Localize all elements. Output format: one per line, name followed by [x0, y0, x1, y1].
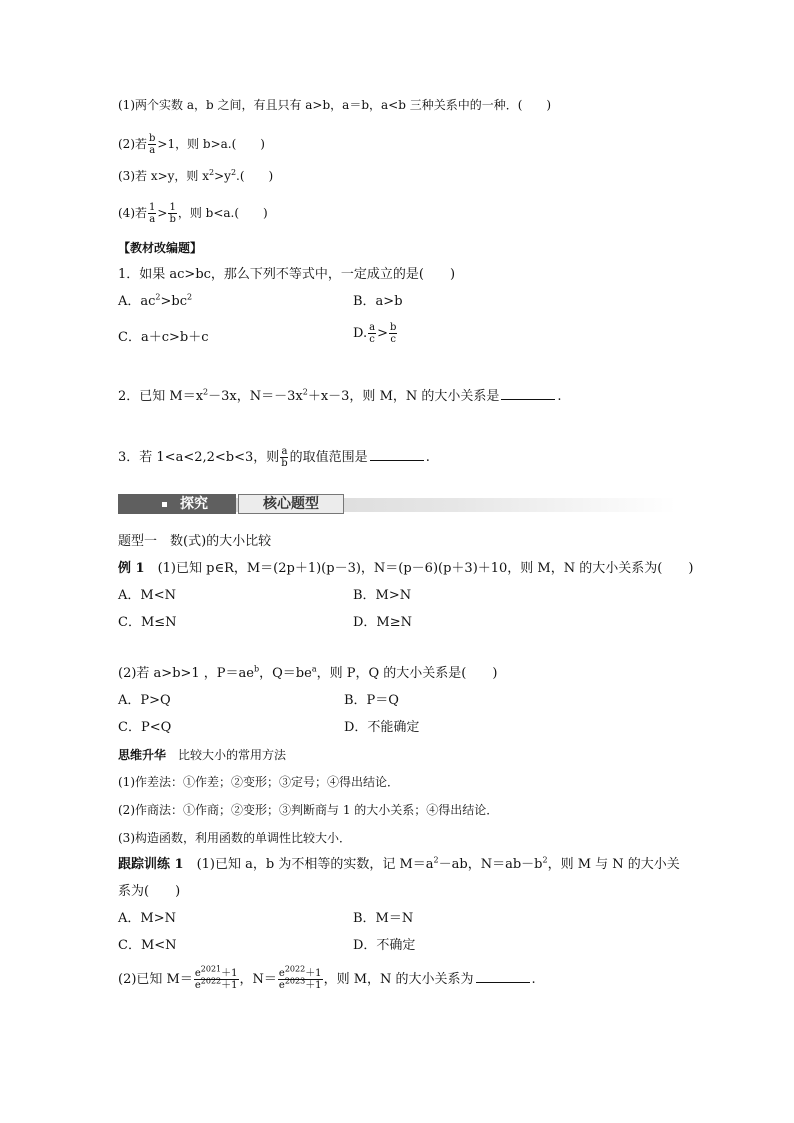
problem-3-prefix: 3．若 1<a<2,2<b<3，则 [118, 450, 280, 465]
exponent: 2 [155, 292, 161, 302]
judge-item-4-prefix: (4)若 [118, 206, 147, 220]
fraction-b-over-a [148, 133, 156, 156]
square-bullet-icon [162, 502, 167, 507]
example-1-stem [118, 560, 693, 578]
section-banner [118, 492, 676, 518]
problem-2-prefix: 2．已知 M＝x [118, 389, 204, 404]
answer-blank [370, 449, 424, 461]
example-label: 例 1 [118, 561, 145, 576]
fraction-a-over-c [368, 322, 376, 345]
judge-item-2 [118, 133, 265, 156]
fraction-numerator: 1 [169, 202, 176, 213]
judge-item-4-mid: > [157, 206, 168, 220]
example-1-option-a: A．M<N [118, 588, 176, 603]
fraction-numerator: 1 [149, 202, 156, 213]
fraction-numerator: a [281, 446, 288, 457]
banner-right-block: 核心题型 [238, 494, 344, 514]
part-2-suffix: ，则 P，Q 的大小关系是( ) [316, 666, 498, 681]
textbook-problem-3 [118, 446, 430, 469]
exponent: b [254, 664, 260, 674]
fraction-numerator: a [369, 322, 376, 333]
follow-up-suffix: ，则 M 与 N 的大小关 [547, 857, 680, 872]
exponent: 2 [542, 855, 548, 865]
answer-blank [476, 971, 530, 983]
textbook-problem-1-option-a [118, 293, 192, 311]
judge-item-3-mid: >y [214, 169, 231, 183]
example-1-part-2-option-b: B．P＝Q [344, 693, 399, 708]
exponent: a [311, 664, 317, 674]
exponent: 2 [302, 387, 308, 397]
exponent: 2022 [200, 976, 222, 986]
example-1-part-2-option-a: A．P>Q [118, 693, 171, 708]
answer-blank [501, 388, 555, 400]
part-2-prefix: (2)若 a>b>1 ，P＝ae [118, 666, 254, 681]
follow-up-label: 跟踪训练 1 [118, 857, 184, 872]
fraction-denominator: a [149, 145, 156, 156]
judge-item-2-prefix: (2)若 [118, 137, 147, 151]
problem-3-end: . [425, 450, 430, 465]
follow-up-option-b: B．M＝N [353, 911, 414, 926]
exponent: 2021 [200, 964, 222, 974]
base: e [194, 980, 201, 991]
follow-up-stem-line-1 [118, 856, 680, 874]
follow-part-2-suffix: ，则 M，N 的大小关系为 [323, 972, 474, 987]
type-1-title: 题型一 数(式)的大小比较 [118, 534, 272, 549]
problem-2-end: . [557, 389, 562, 404]
textbook-problem-1-option-b: B．a>b [353, 294, 403, 309]
method-subtitle: 比较大小的常用方法 [178, 748, 287, 762]
tail: ＋1 [305, 980, 322, 991]
base: e [194, 968, 201, 979]
problem-2-mid: －3x，N＝－3x [208, 389, 303, 404]
fraction-denominator: c [390, 334, 396, 345]
follow-up-part-2 [118, 964, 536, 991]
fraction-b-over-c [389, 322, 397, 345]
fraction-denominator: a [149, 214, 156, 225]
judge-item-1: (1)两个实数 a，b 之间，有且只有 a>b，a＝b，a<b 三种关系中的一种．( ) [118, 98, 552, 112]
exponent: 2 [203, 387, 209, 397]
base: e [278, 980, 285, 991]
follow-up-mid: －ab，N＝ab－b [438, 857, 543, 872]
exponent: 2 [230, 168, 237, 177]
example-1-option-c: C．M≤N [118, 615, 177, 630]
method-item-1: (1)作差法：①作差；②变形；③定号；④得出结论． [118, 775, 400, 789]
follow-up-option-d: D．不确定 [353, 938, 416, 953]
follow-part-2-end: . [531, 972, 536, 987]
judge-item-3-suffix: .( ) [236, 169, 274, 183]
fraction-M [194, 964, 239, 991]
fraction-denominator: b [169, 214, 176, 225]
judge-item-4-suffix: ，则 b<a.( ) [177, 206, 268, 220]
follow-part-2-prefix: (2)已知 M＝ [118, 972, 193, 987]
example-1-part-2-stem [118, 665, 497, 683]
example-1-text: (1)已知 p∈R，M＝(2p＋1)(p－3)，N＝(p－6)(p＋3)＋10，则 M，N 的大小关系为( ) [144, 561, 694, 576]
textbook-problem-1-stem: 1．如果 ac>bc，那么下列不等式中，一定成立的是( ) [118, 267, 456, 282]
example-1-part-2-option-d: D．不能确定 [344, 720, 420, 735]
fraction-denominator [278, 976, 323, 991]
fraction-1-over-b [168, 202, 176, 225]
fraction-1-over-a [148, 202, 156, 225]
exponent: 2 [187, 292, 193, 302]
banner-left-label: 探究 [180, 496, 208, 512]
tail: ＋1 [221, 980, 238, 991]
exponent: 2023 [284, 976, 306, 986]
fraction-denominator: b [281, 458, 288, 469]
fraction-N [278, 964, 323, 991]
follow-up-prefix: (1)已知 a，b 为不相等的实数，记 M＝a [183, 857, 434, 872]
judge-item-4 [118, 202, 268, 225]
fraction-denominator: c [369, 334, 375, 345]
judge-item-3-prefix: (3)若 x>y，则 x [118, 169, 209, 183]
problem-2-suffix: ＋x－3，则 M，N 的大小关系是 [307, 389, 500, 404]
method-item-3: (3)构造函数，利用函数的单调性比较大小． [118, 831, 351, 845]
option-a-mid: >bc [160, 294, 188, 309]
textbook-problem-1-option-d [353, 322, 398, 345]
textbook-heading: 【教材改编题】 [118, 241, 203, 255]
example-1-option-b: B．M>N [353, 588, 412, 603]
example-1-part-2-option-c: C．P<Q [118, 720, 172, 735]
part-2-mid: ，Q＝be [259, 666, 312, 681]
fraction-a-over-b [280, 446, 288, 469]
method-heading [118, 746, 286, 764]
fraction-numerator: b [389, 322, 397, 333]
fraction-denominator [194, 976, 239, 991]
follow-up-option-c: C．M<N [118, 938, 177, 953]
tail: ＋1 [305, 968, 322, 979]
method-item-2: (2)作商法：①作商；②变形；③判断商与 1 的大小关系；④得出结论． [118, 803, 499, 817]
option-d-prefix: D. [353, 326, 368, 341]
follow-part-2-mid: ，N＝ [239, 972, 277, 987]
base: e [278, 968, 285, 979]
follow-up-stem-line-2: 系为( ) [118, 884, 181, 899]
problem-3-suffix: 的取值范围是 [289, 450, 368, 465]
textbook-problem-1-option-c: C．a＋c>b＋c [118, 330, 209, 345]
option-a-prefix: A．ac [118, 294, 156, 309]
exponent: 2 [433, 855, 439, 865]
tail: ＋1 [221, 968, 238, 979]
banner-left-block [118, 494, 236, 514]
method-title: 思维升华 [118, 748, 167, 762]
option-d-mid: > [377, 326, 388, 341]
judge-item-2-suffix: >1，则 b>a.( ) [157, 137, 265, 151]
exponent: 2 [209, 168, 215, 177]
fraction-numerator: b [149, 133, 156, 144]
textbook-problem-2 [118, 388, 562, 406]
exponent: 2022 [284, 964, 306, 974]
example-1-option-d: D．M≥N [353, 615, 413, 630]
follow-up-option-a: A．M>N [118, 911, 176, 926]
judge-item-3 [118, 167, 273, 185]
